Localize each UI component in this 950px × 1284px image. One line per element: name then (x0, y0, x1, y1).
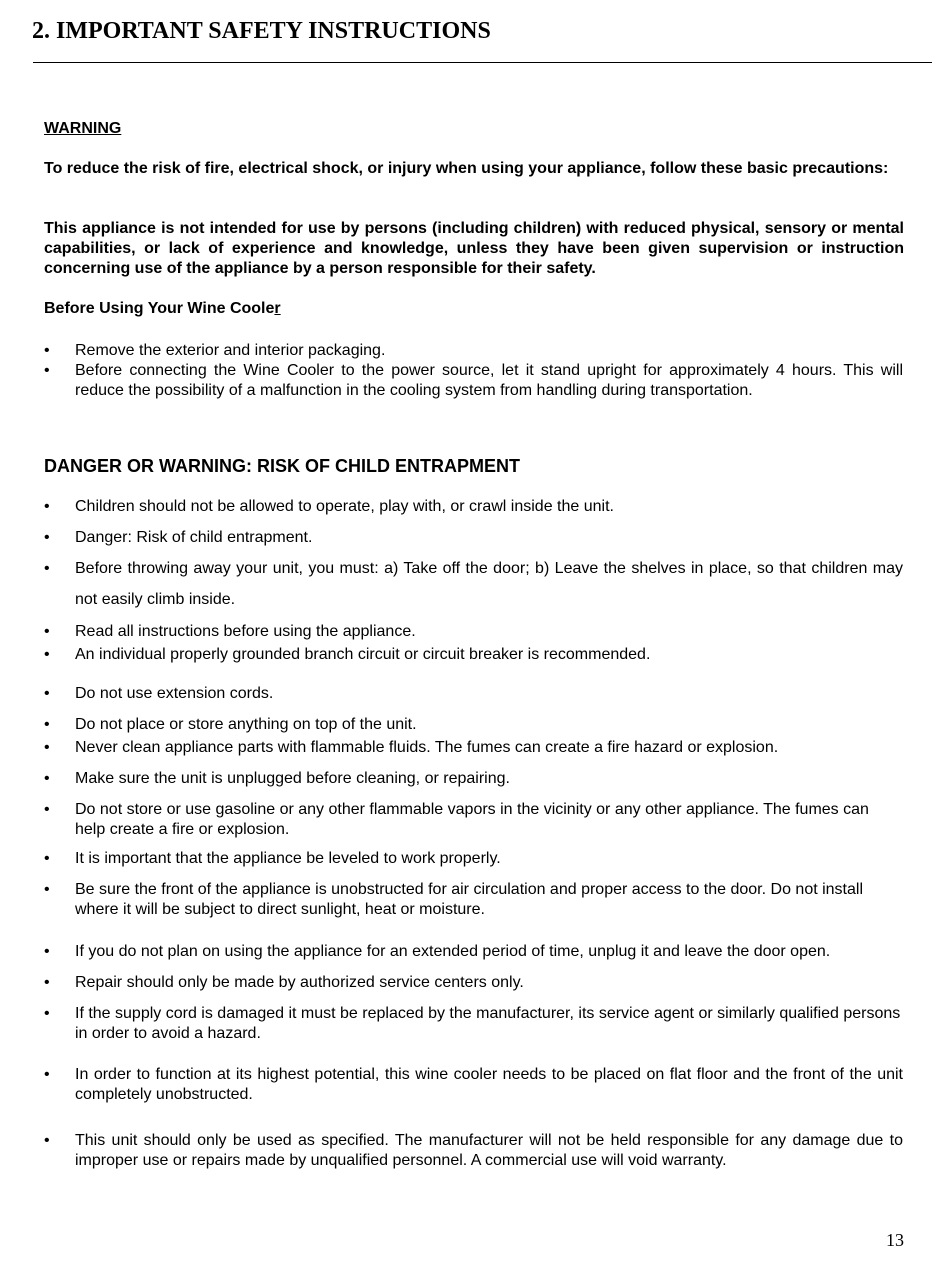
list-item-text: Do not store or use gasoline or any other flammable vapors in the vicinity or any other appliance. The fumes can help create a fire or explosion. (75, 801, 869, 838)
list-item-text: Danger: Risk of child entrapment. (75, 529, 313, 546)
list-item-text: Do not use extension cords. (75, 685, 274, 702)
list-item-text: Children should not be allowed to operate, play with, or crawl inside the unit. (75, 498, 614, 515)
bullet-icon: • (44, 1005, 50, 1022)
list-item (44, 973, 904, 993)
bullet-icon: • (44, 974, 50, 991)
list-item (44, 800, 904, 840)
bullet-icon: • (44, 770, 50, 787)
bullet-icon: • (44, 850, 50, 867)
bullet-icon: • (44, 943, 50, 960)
list-item (44, 715, 904, 735)
precautions-text: To reduce the risk of fire, electrical shock, or injury when using your appliance, follow these basic precautions: (44, 160, 889, 177)
danger-title: DANGER OR WARNING: RISK OF CHILD ENTRAPMENT (44, 456, 520, 476)
list-item-text: Make sure the unit is unplugged before cleaning, or repairing. (75, 770, 510, 787)
list-item-text: Before throwing away your unit, you must: a) Take off the door; b) Leave the shelves in place, so that children may not easily climb inside. (75, 560, 903, 608)
list-item (44, 1004, 904, 1044)
list-item-text: An individual properly grounded branch circuit or circuit breaker is recommended. (75, 646, 651, 663)
bullet-icon: • (44, 685, 50, 702)
list-item-text: It is important that the appliance be leveled to work properly. (75, 850, 501, 867)
bullet-icon: • (44, 498, 50, 515)
list-item (44, 684, 904, 704)
list-item-text: Remove the exterior and interior packaging. (75, 342, 386, 359)
list-item-text: Do not place or store anything on top of the unit. (75, 716, 417, 733)
bullet-icon: • (44, 716, 50, 733)
bullet-icon: • (44, 646, 50, 663)
list-item (44, 1131, 904, 1171)
list-item (44, 849, 904, 869)
list-item (44, 341, 904, 361)
warning-label: WARNING (44, 120, 122, 137)
list-item (44, 738, 904, 758)
list-item-text: In order to function at its highest potential, this wine cooler needs to be placed on flat floor and the front of the unit completely unobstructed. (75, 1066, 903, 1103)
list-item (44, 553, 904, 615)
list-item-text: If the supply cord is damaged it must be replaced by the manufacturer, its service agent or similarly qualified persons in order to avoid a hazard. (75, 1005, 901, 1042)
capability-notice: This appliance is not intended for use by persons (including children) with reduced physical, sensory or mental capabilities, or lack of experience and knowledge, unless they have been given supervision or instruction concerning use of the appliance by a person responsible for their safety. (44, 220, 904, 277)
bullet-icon: • (44, 1132, 50, 1149)
bullet-icon: • (44, 623, 50, 640)
bullet-icon: • (44, 881, 50, 898)
list-item (44, 942, 904, 962)
bullet-icon: • (44, 529, 50, 546)
heading-divider (33, 62, 932, 63)
bullet-icon: • (44, 739, 50, 756)
list-item-text: Be sure the front of the appliance is unobstructed for air circulation and proper access to the door. Do not install where it will be subject to direct sunlight, heat or moisture. (75, 881, 864, 918)
list-item (44, 645, 904, 665)
before-using-title-main: Before Using Your Wine Coole (44, 300, 275, 317)
list-item (44, 528, 904, 548)
list-item-text: Repair should only be made by authorized service centers only. (75, 974, 524, 991)
list-item (44, 769, 904, 789)
list-item (44, 361, 904, 401)
list-item-text: If you do not plan on using the appliance for an extended period of time, unplug it and leave the door open. (75, 943, 831, 960)
before-using-title (44, 299, 904, 319)
bullet-icon: • (44, 560, 50, 577)
list-item-text: This unit should only be used as specified. The manufacturer will not be held responsible for any damage due to improper use or repairs made by unqualified personnel. A commercial use will void warranty. (75, 1132, 903, 1169)
page-heading: 2. IMPORTANT SAFETY INSTRUCTIONS (32, 18, 491, 44)
page-number: 13 (886, 1230, 904, 1250)
before-using-title-last: r (274, 300, 281, 317)
list-item (44, 497, 904, 517)
list-item (44, 622, 904, 642)
bullet-icon: • (44, 1066, 50, 1083)
bullet-icon: • (44, 801, 50, 818)
list-item-text: Read all instructions before using the appliance. (75, 623, 416, 640)
bullet-icon: • (44, 362, 50, 379)
list-item-text: Before connecting the Wine Cooler to the power source, let it stand upright for approximately 4 hours. This will reduce the possibility of a malfunction in the cooling system from handling during transportation. (75, 362, 903, 399)
list-item-text: Never clean appliance parts with flammable fluids. The fumes can create a fire hazard or explosion. (75, 739, 779, 756)
list-item (44, 880, 904, 920)
list-item (44, 1065, 904, 1105)
bullet-icon: • (44, 342, 50, 359)
